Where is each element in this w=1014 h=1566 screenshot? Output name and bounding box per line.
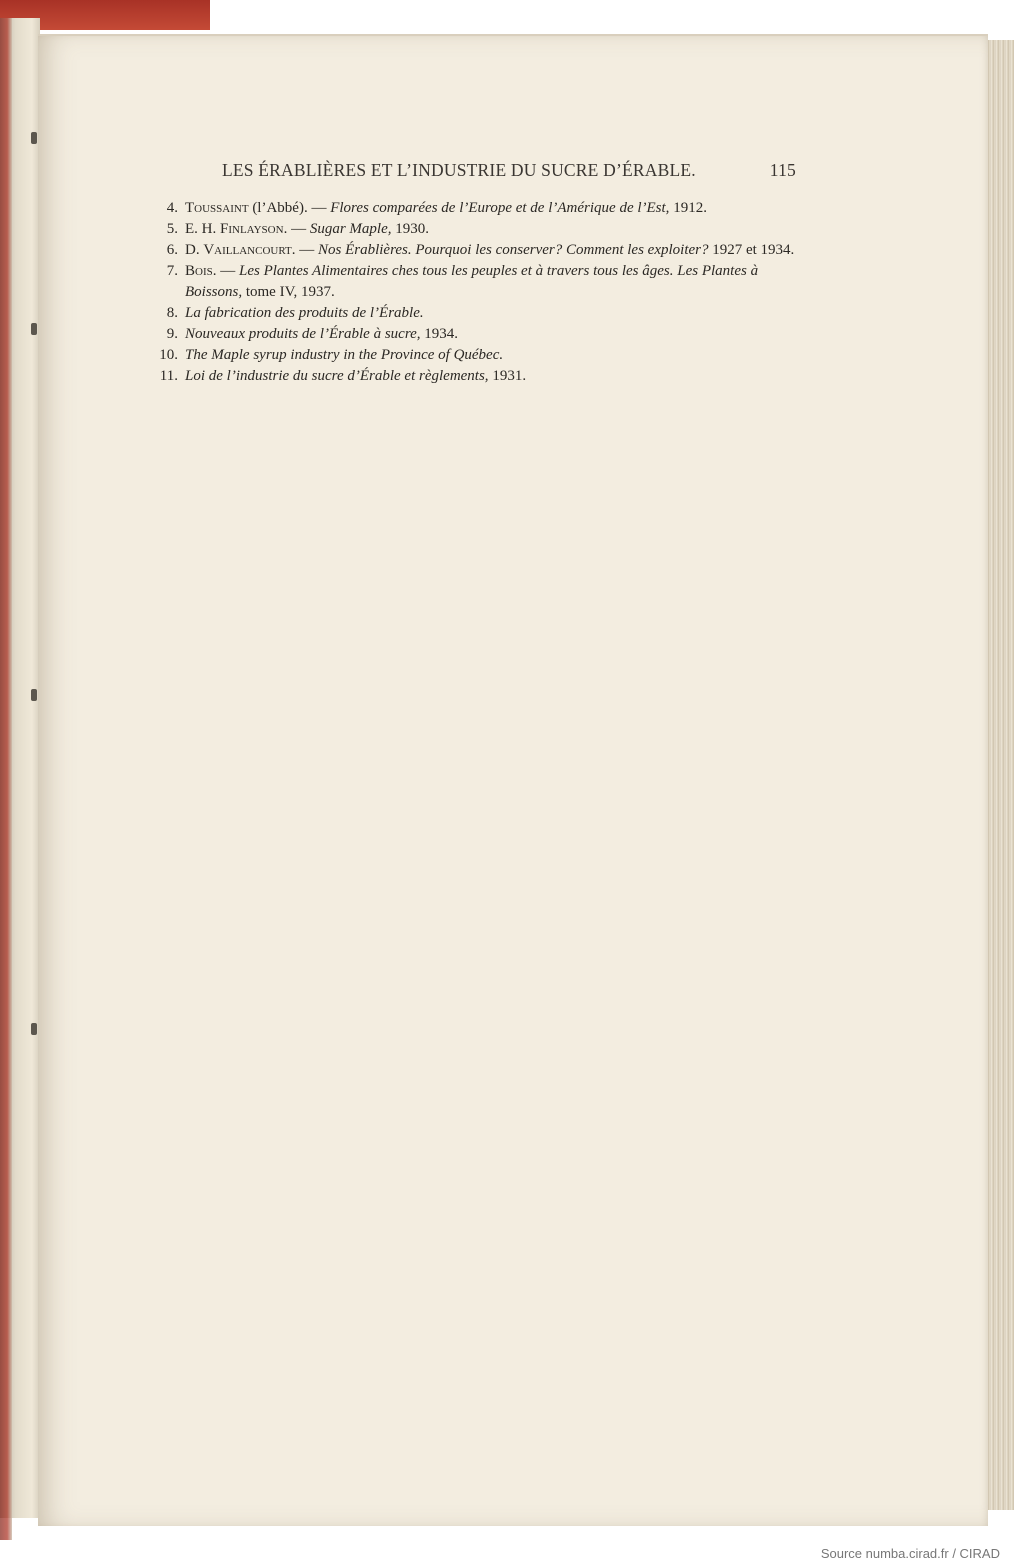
reference-title: Flores comparées de l’Europe et de l’Amérique de l’Est,: [330, 200, 670, 216]
reference-title: Nouveaux produits de l’Érable à sucre,: [185, 326, 421, 342]
binding-stitch: [31, 323, 37, 335]
reference-author: Vaillancourt: [203, 242, 292, 258]
reference-item: [140, 366, 800, 387]
reference-tail: 1934.: [420, 326, 459, 342]
reference-item: [140, 324, 800, 345]
reference-number: 4.: [166, 200, 178, 216]
reference-item: [140, 303, 800, 324]
reference-number: 8.: [166, 305, 178, 321]
reference-author: Bois: [185, 263, 213, 279]
binding-stitch: [31, 132, 37, 144]
reference-title: Nos Érablières. Pourquoi les conserver? Comment les exploiter?: [317, 242, 709, 258]
left-page-edge: [0, 18, 40, 1518]
reference-number: 6.: [166, 242, 178, 258]
reference-author-rest: . —: [291, 242, 318, 258]
reference-tail: 1931.: [488, 368, 527, 384]
reference-author: Finlayson: [220, 221, 284, 237]
reference-number: 10.: [159, 347, 178, 363]
reference-author: Toussaint: [185, 200, 249, 216]
reference-title: Les Plantes Alimentaires ches tous les peuples et à travers tous les âges. Les Plantes à Boissons,: [185, 263, 759, 300]
reference-tail: 1927 et 1934.: [708, 242, 795, 258]
reference-author-rest: (l’Abbé). —: [248, 200, 331, 216]
reference-title: Loi de l’industrie du sucre d’Érable et règlements,: [185, 368, 489, 384]
binding-stitch: [31, 689, 37, 701]
reference-item: [140, 240, 800, 261]
reference-item: [140, 345, 800, 366]
reference-author-rest: . —: [283, 221, 310, 237]
reference-number: 9.: [166, 326, 178, 342]
reference-item: [140, 219, 800, 240]
reference-author-prefix: E. H.: [185, 221, 220, 237]
reference-author-rest: . —: [212, 263, 239, 279]
reference-title: La fabrication des produits de l’Érable.: [185, 305, 424, 321]
reference-number: 11.: [159, 368, 178, 384]
reference-item: [140, 261, 800, 303]
source-credit: Source numba.cirad.fr / CIRAD: [820, 1546, 1000, 1561]
running-header: [222, 160, 796, 186]
reference-tail: 1930.: [391, 221, 429, 237]
spine: [0, 18, 12, 1540]
reference-title: Sugar Maple,: [309, 221, 392, 237]
reference-number: 5.: [166, 221, 178, 237]
page-number: 115: [769, 160, 796, 180]
running-title: LES ÉRABLIÈRES ET L’INDUSTRIE DU SUCRE D’ÉRABLE.: [222, 160, 696, 180]
reference-item: [140, 198, 800, 219]
reference-list: [140, 198, 800, 387]
reference-author-prefix: D.: [185, 242, 204, 258]
reference-tail: 1912.: [669, 200, 707, 216]
reference-title: The Maple syrup industry in the Province of Québec.: [185, 347, 504, 363]
reference-tail: tome IV, 1937.: [242, 284, 335, 300]
binding-stitch: [31, 1023, 37, 1035]
reference-number: 7.: [166, 263, 178, 279]
